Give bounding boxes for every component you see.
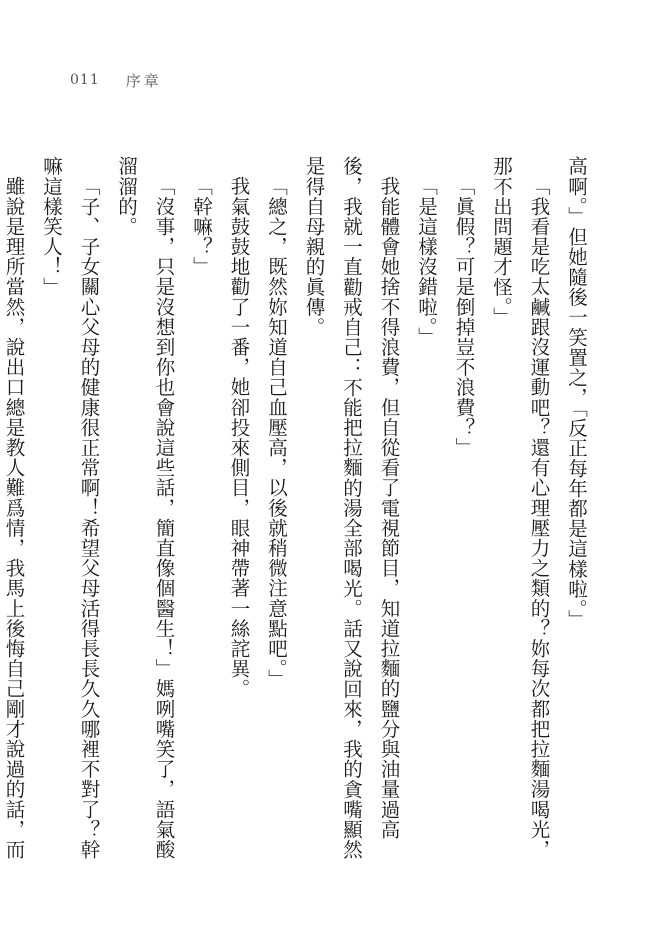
paragraph-5: 我能體會她捨不得浪費，但自從看了電視節目，知道拉麵的鹽分與油量過高後，我就一直勸戒自己：不能把拉麵的湯全部喝光。話又說回來，我的貪嘴顯然是得自母親的眞傳。 bbox=[302, 156, 401, 860]
page-number: 011 bbox=[70, 72, 100, 88]
paragraph-4: 「是這樣沒錯啦。」 bbox=[415, 175, 438, 347]
paragraph-3: 「眞假？可是倒掉豈不浪費？」 bbox=[452, 175, 476, 457]
paragraph-6: 「總之，既然妳知道自己血壓高，以後就稍微注意點吧。」 bbox=[265, 175, 288, 689]
vertical-body-text bbox=[2, 156, 595, 868]
paragraph-9: 「沒事，只是沒想到你也會說這些話，簡直像個醫生！」媽咧嘴笑了，語氣酸溜溜的。 bbox=[115, 156, 176, 859]
running-header bbox=[70, 70, 162, 90]
paragraph-1: 高啊。」但她隨後一笑置之，「反正每年都是這樣啦。」 bbox=[565, 156, 588, 630]
chapter-title: 序章 bbox=[125, 71, 162, 90]
paragraph-11: 雖說是理所當然，說出口總是教人難爲情，我馬上後悔自己剛才說過的話，而 bbox=[2, 175, 26, 859]
paragraph-7: 我氣鼓鼓地勸了一番，她卻投來側目，眼神帶著一絲詫異。 bbox=[227, 175, 251, 699]
paragraph-2: 「我看是吃太鹹跟沒運動吧？還有心理壓力之類的？妳每次都把拉麵湯喝光，那不出問題才怪。」 bbox=[490, 156, 551, 859]
paragraph-8: 「幹嘛？」 bbox=[190, 175, 213, 276]
paragraph-10: 「子、子女關心父母的健康很正常啊！希望父母活得長長久久哪裡不對了？幹嘛這樣笑人！」 bbox=[40, 156, 101, 859]
